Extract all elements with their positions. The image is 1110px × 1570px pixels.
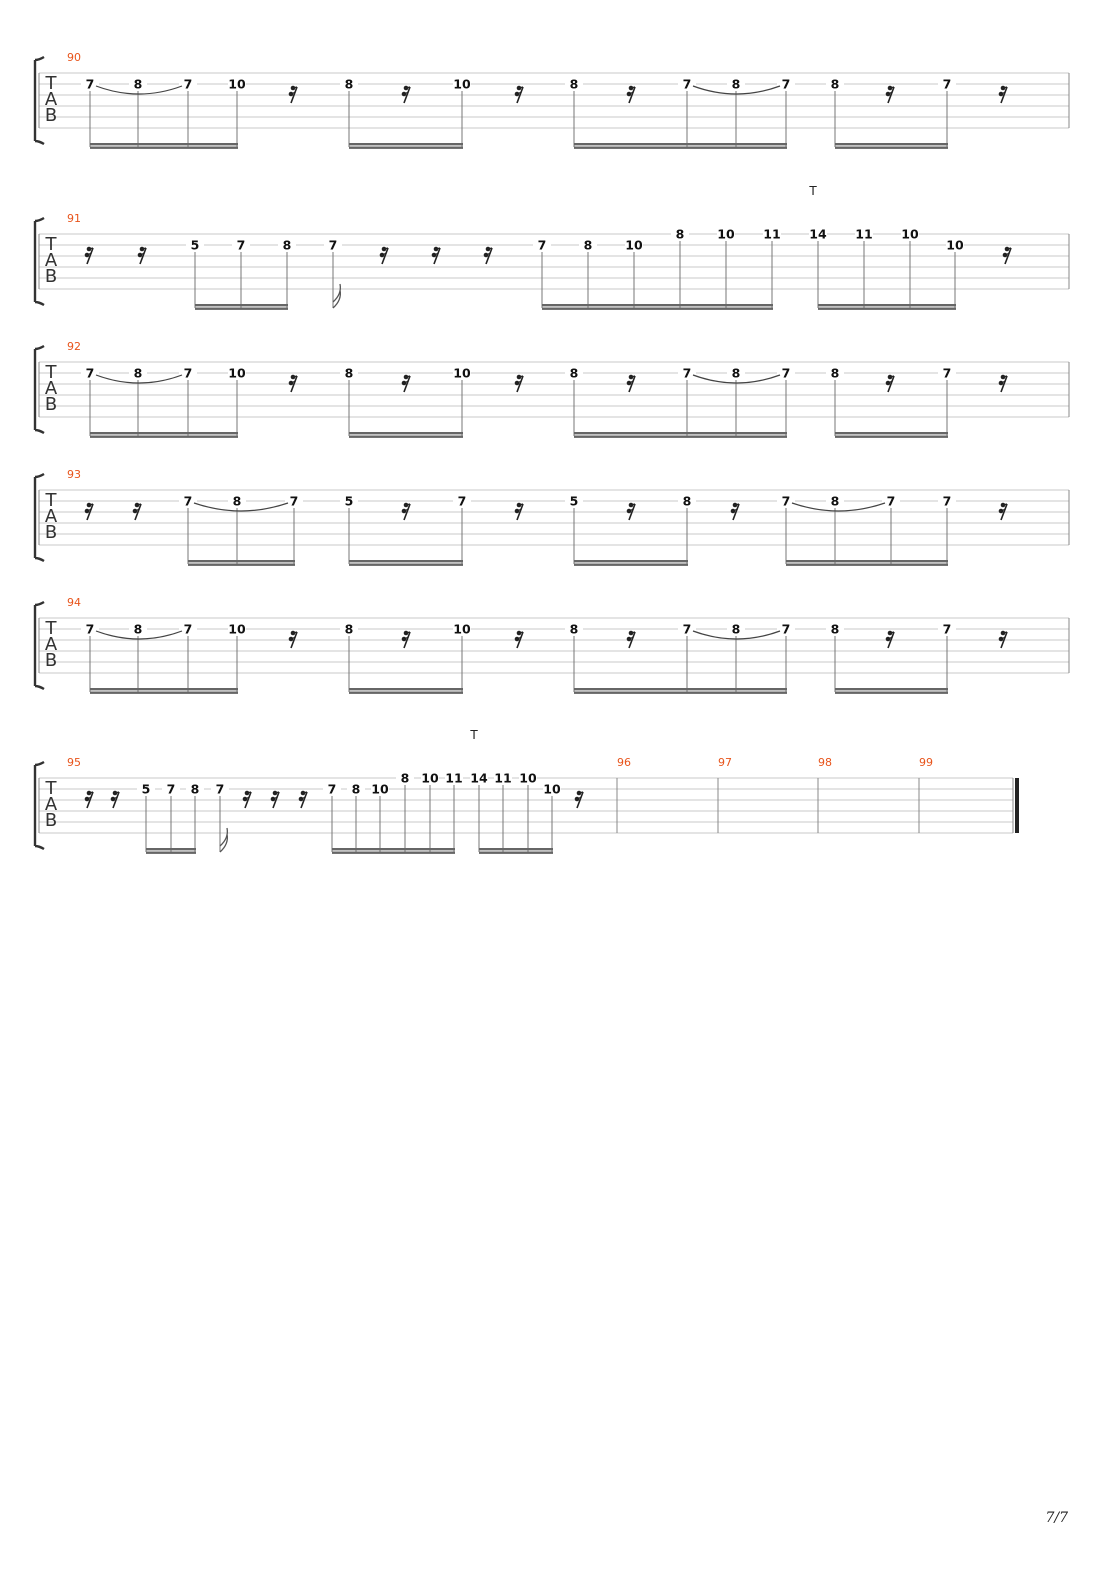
rest-symbol [627, 503, 635, 520]
fret-number: 7 [682, 76, 692, 92]
beam [818, 304, 956, 306]
fret-number: 5 [141, 781, 151, 797]
beam [835, 692, 948, 694]
rest-symbol [627, 375, 635, 392]
tab-clef-letter: T [45, 618, 57, 639]
tab-clef-letter: T [45, 73, 57, 94]
beam [574, 564, 688, 566]
beam [90, 688, 238, 690]
fret-number: 7 [85, 76, 95, 92]
rest-symbol [271, 791, 279, 808]
fret-number: 7 [183, 493, 193, 509]
fret-number: 7 [537, 237, 547, 253]
page-number: 7/7 [1045, 1510, 1068, 1526]
fret-number: 7 [942, 493, 952, 509]
fret-number: 5 [569, 493, 579, 509]
beam [835, 432, 948, 434]
fret-number: 7 [327, 781, 337, 797]
beam [349, 143, 463, 145]
rest-symbol [999, 375, 1007, 392]
beam [90, 143, 238, 145]
fret-number: 7 [328, 237, 338, 253]
tap-mark: T [809, 184, 817, 198]
measure-number: 94 [67, 596, 81, 609]
rest-symbol [289, 375, 297, 392]
fret-number: 8 [569, 76, 579, 92]
rest-symbol [243, 791, 251, 808]
tab-clef-letter: T [45, 362, 57, 383]
fret-number: 10 [371, 781, 389, 797]
rest-symbol [731, 503, 739, 520]
beam [146, 848, 196, 850]
fret-number: 7 [183, 365, 193, 381]
tab-clef-letter: B [44, 650, 58, 671]
fret-number: 8 [344, 365, 354, 381]
beam [349, 147, 463, 149]
beam [479, 852, 553, 854]
beam [835, 147, 948, 149]
beam [835, 436, 948, 438]
beam [349, 560, 463, 562]
beam [574, 692, 787, 694]
rest-symbol [402, 631, 410, 648]
fret-number: 8 [400, 770, 410, 786]
beam [542, 304, 773, 306]
beam [479, 848, 553, 850]
fret-number: 10 [228, 365, 246, 381]
fret-number: 7 [289, 493, 299, 509]
fret-number: 7 [166, 781, 176, 797]
rest-symbol [515, 631, 523, 648]
fret-number: 10 [946, 237, 964, 253]
fret-number: 10 [228, 621, 246, 637]
measure-number: 90 [67, 51, 81, 64]
beam [574, 560, 688, 562]
measure-number: 93 [67, 468, 81, 481]
rest-symbol [999, 86, 1007, 103]
rest-symbol [402, 86, 410, 103]
fret-number: 5 [190, 237, 200, 253]
tab-clef-letter: B [44, 394, 58, 415]
fret-number: 10 [453, 76, 471, 92]
rest-symbol [380, 247, 388, 264]
fret-number: 8 [282, 237, 292, 253]
fret-number: 8 [569, 621, 579, 637]
staff-system [35, 51, 1069, 149]
rest-symbol [575, 791, 583, 808]
note-flag [333, 284, 340, 308]
beam [786, 560, 948, 562]
fret-number: 7 [85, 621, 95, 637]
staff-system [35, 728, 1019, 854]
fret-number: 7 [682, 621, 692, 637]
tab-clef-letter: T [45, 234, 57, 255]
fret-number: 8 [731, 76, 741, 92]
measure-number: 98 [818, 756, 832, 769]
tab-clef-letter: T [45, 490, 57, 511]
rest-symbol [484, 247, 492, 264]
fret-number: 7 [457, 493, 467, 509]
fret-number: 7 [215, 781, 225, 797]
beam [349, 432, 463, 434]
fret-number: 8 [675, 226, 685, 242]
fret-number: 10 [543, 781, 561, 797]
tap-mark: T [470, 728, 478, 742]
fret-number: 10 [717, 226, 735, 242]
tab-clef-letter: A [44, 506, 58, 527]
fret-number: 7 [682, 365, 692, 381]
rest-symbol [1003, 247, 1011, 264]
fret-number: 8 [344, 76, 354, 92]
rest-symbol [999, 503, 1007, 520]
measure-number: 95 [67, 756, 81, 769]
beam [349, 688, 463, 690]
final-barline [1015, 778, 1019, 833]
fret-number: 8 [232, 493, 242, 509]
measure-number: 99 [919, 756, 933, 769]
beam [835, 143, 948, 145]
tab-clef-letter: B [44, 522, 58, 543]
rest-symbol [138, 247, 146, 264]
fret-number: 8 [830, 493, 840, 509]
beam [786, 564, 948, 566]
fret-number: 8 [569, 365, 579, 381]
staff-system [35, 596, 1069, 694]
measure-number: 97 [718, 756, 732, 769]
tab-clef-letter: A [44, 89, 58, 110]
tab-clef-letter: B [44, 266, 58, 287]
rest-symbol [299, 791, 307, 808]
beam [332, 848, 455, 850]
fret-number: 7 [781, 493, 791, 509]
rest-symbol [627, 86, 635, 103]
beam [195, 304, 288, 306]
rest-symbol [515, 375, 523, 392]
fret-number: 8 [133, 621, 143, 637]
tab-clef-letter: B [44, 105, 58, 126]
beam [574, 436, 787, 438]
fret-number: 8 [583, 237, 593, 253]
rest-symbol [886, 86, 894, 103]
fret-number: 10 [901, 226, 919, 242]
rest-symbol [133, 503, 141, 520]
beam [835, 688, 948, 690]
fret-number: 8 [731, 365, 741, 381]
fret-number: 14 [809, 226, 827, 242]
rest-symbol [85, 247, 93, 264]
fret-number: 7 [183, 76, 193, 92]
beam [90, 147, 238, 149]
rest-symbol [999, 631, 1007, 648]
beam [349, 436, 463, 438]
fret-number: 8 [731, 621, 741, 637]
fret-number: 8 [830, 621, 840, 637]
beam [574, 688, 787, 690]
fret-number: 11 [763, 226, 781, 242]
rest-symbol [85, 503, 93, 520]
fret-number: 11 [445, 770, 463, 786]
staff-system [35, 468, 1069, 566]
fret-number: 10 [421, 770, 439, 786]
rest-symbol [402, 375, 410, 392]
fret-number: 10 [519, 770, 537, 786]
measure-number: 92 [67, 340, 81, 353]
beam [188, 564, 295, 566]
fret-number: 7 [236, 237, 246, 253]
note-flag [220, 828, 227, 852]
fret-number: 8 [830, 365, 840, 381]
fret-number: 7 [781, 76, 791, 92]
fret-number: 7 [85, 365, 95, 381]
beam [90, 436, 238, 438]
staff-system [35, 184, 1069, 310]
staff-system [35, 340, 1069, 438]
rest-symbol [289, 86, 297, 103]
fret-number: 7 [781, 621, 791, 637]
fret-number: 8 [133, 76, 143, 92]
rest-symbol [627, 631, 635, 648]
fret-number: 11 [855, 226, 873, 242]
fret-number: 8 [351, 781, 361, 797]
tab-clef-letter: A [44, 250, 58, 271]
fret-number: 10 [453, 621, 471, 637]
beam [349, 564, 463, 566]
rest-symbol [886, 375, 894, 392]
beam [195, 308, 288, 310]
fret-number: 8 [344, 621, 354, 637]
fret-number: 14 [470, 770, 488, 786]
fret-number: 5 [344, 493, 354, 509]
fret-number: 7 [942, 365, 952, 381]
beam [90, 432, 238, 434]
beam [349, 692, 463, 694]
rest-symbol [111, 791, 119, 808]
beam [90, 692, 238, 694]
beam [146, 852, 196, 854]
rest-symbol [886, 631, 894, 648]
tab-clef-letter: A [44, 634, 58, 655]
beam [818, 308, 956, 310]
rest-symbol [85, 791, 93, 808]
beam [332, 852, 455, 854]
tab-clef-letter: B [44, 810, 58, 831]
fret-number: 8 [682, 493, 692, 509]
fret-number: 10 [228, 76, 246, 92]
tab-clef-letter: T [45, 778, 57, 799]
fret-number: 8 [830, 76, 840, 92]
measure-number: 91 [67, 212, 81, 225]
rest-symbol [515, 503, 523, 520]
rest-symbol [402, 503, 410, 520]
rest-symbol [515, 86, 523, 103]
beam [574, 143, 787, 145]
rest-symbol [432, 247, 440, 264]
fret-number: 7 [183, 621, 193, 637]
fret-number: 8 [190, 781, 200, 797]
tab-clef-letter: A [44, 378, 58, 399]
fret-number: 8 [133, 365, 143, 381]
fret-number: 7 [781, 365, 791, 381]
fret-number: 7 [942, 76, 952, 92]
tab-clef-letter: A [44, 794, 58, 815]
fret-number: 10 [453, 365, 471, 381]
measure-number: 96 [617, 756, 631, 769]
beam [542, 308, 773, 310]
fret-number: 11 [494, 770, 512, 786]
rest-symbol [289, 631, 297, 648]
fret-number: 7 [942, 621, 952, 637]
beam [574, 432, 787, 434]
fret-number: 10 [625, 237, 643, 253]
fret-number: 7 [886, 493, 896, 509]
beam [188, 560, 295, 562]
beam [574, 147, 787, 149]
